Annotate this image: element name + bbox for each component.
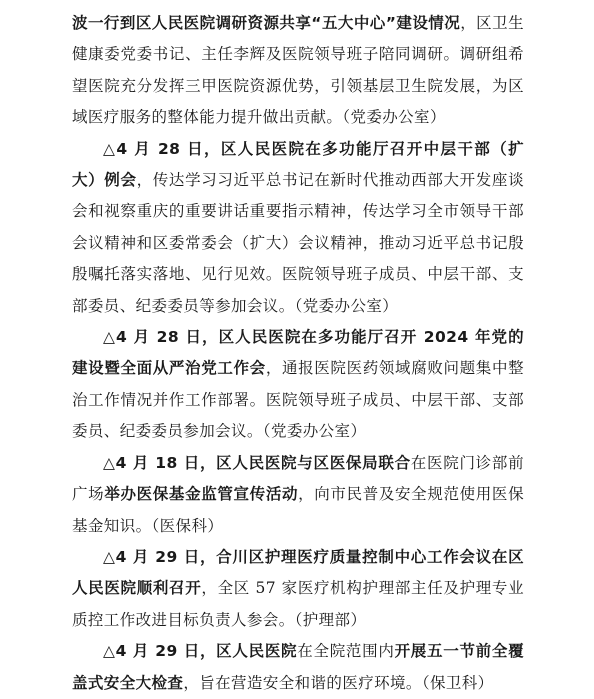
paragraph-4-body: ，向市民普及安全规范使用医保基金知识。（医保科） [72,485,524,535]
news-paragraph-5 [72,542,524,636]
paragraph-6-event: 开展五一节前全覆盖式安全大检查 [72,642,525,692]
paragraph-3-headline: △4 月 28 日，区人民医院在多功能厅召开 2024 年党的建设暨全面从严治党工作会 [72,328,524,378]
paragraph-4-location: 在医院门诊部前广场 [72,453,524,504]
paragraph-6-scope: 在全院范围内 [297,642,395,661]
news-paragraph-2 [72,134,524,322]
paragraph-2-body: ，传达学习习近平总书记在新时代推动西部大开发座谈会和视察重庆的重要讲话重要指示精神，传达学习全市领导干部会议精神和区委常委会（扩大）会议精神，推动习近平总书记殷殷嘱托落实落地、见行见效。医院领导班子成员、中层干部、支部委员、纪委委员等参加会议。（党委办公室） [72,171,524,315]
news-paragraph-4 [72,448,524,542]
paragraph-2-headline: △4 月 28 日，区人民医院在多功能厅召开中层干部（扩大）例会 [72,139,524,190]
paragraph-3-body: ，通报医院医药领域腐败问题集中整治工作情况并作工作部署。医院领导班子成员、中层干部、支部委员、纪委委员参加会议。（党委办公室） [72,359,524,441]
paragraph-1-body: ，区卫生健康委党委书记、主任李辉及医院领导班子陪同调研。调研组希望医院充分发挥三甲医院资源优势，引领基层卫生院发展，为区域医疗服务的整体能力提升做出贡献。（党委办公室） [72,14,524,127]
paragraph-5-body: ，全区 57 家医疗机构护理部主任及护理专业质控工作改进目标负责人参会。（护理部） [72,579,524,629]
news-paragraph-3 [72,322,524,448]
news-paragraph-6 [72,636,524,699]
paragraph-6-headline: △4 月 29 日，区人民医院 [103,642,298,661]
news-paragraph-1 [72,8,524,134]
document-page [72,8,524,699]
paragraph-1-headline: 波一行到区人民医院调研资源共享“五大中心”建设情况 [72,14,461,32]
paragraph-4-event: 举办医保基金监管宣传活动 [104,485,299,504]
paragraph-5-headline: △4 月 29 日，合川区护理医疗质量控制中心工作会议在区人民医院顺利召开 [72,547,524,598]
paragraph-4-headline: △4 月 18 日，区人民医院与区医保局联合 [103,453,411,472]
paragraph-6-body: ，旨在营造安全和谐的医疗环境。（保卫科） [183,673,494,692]
